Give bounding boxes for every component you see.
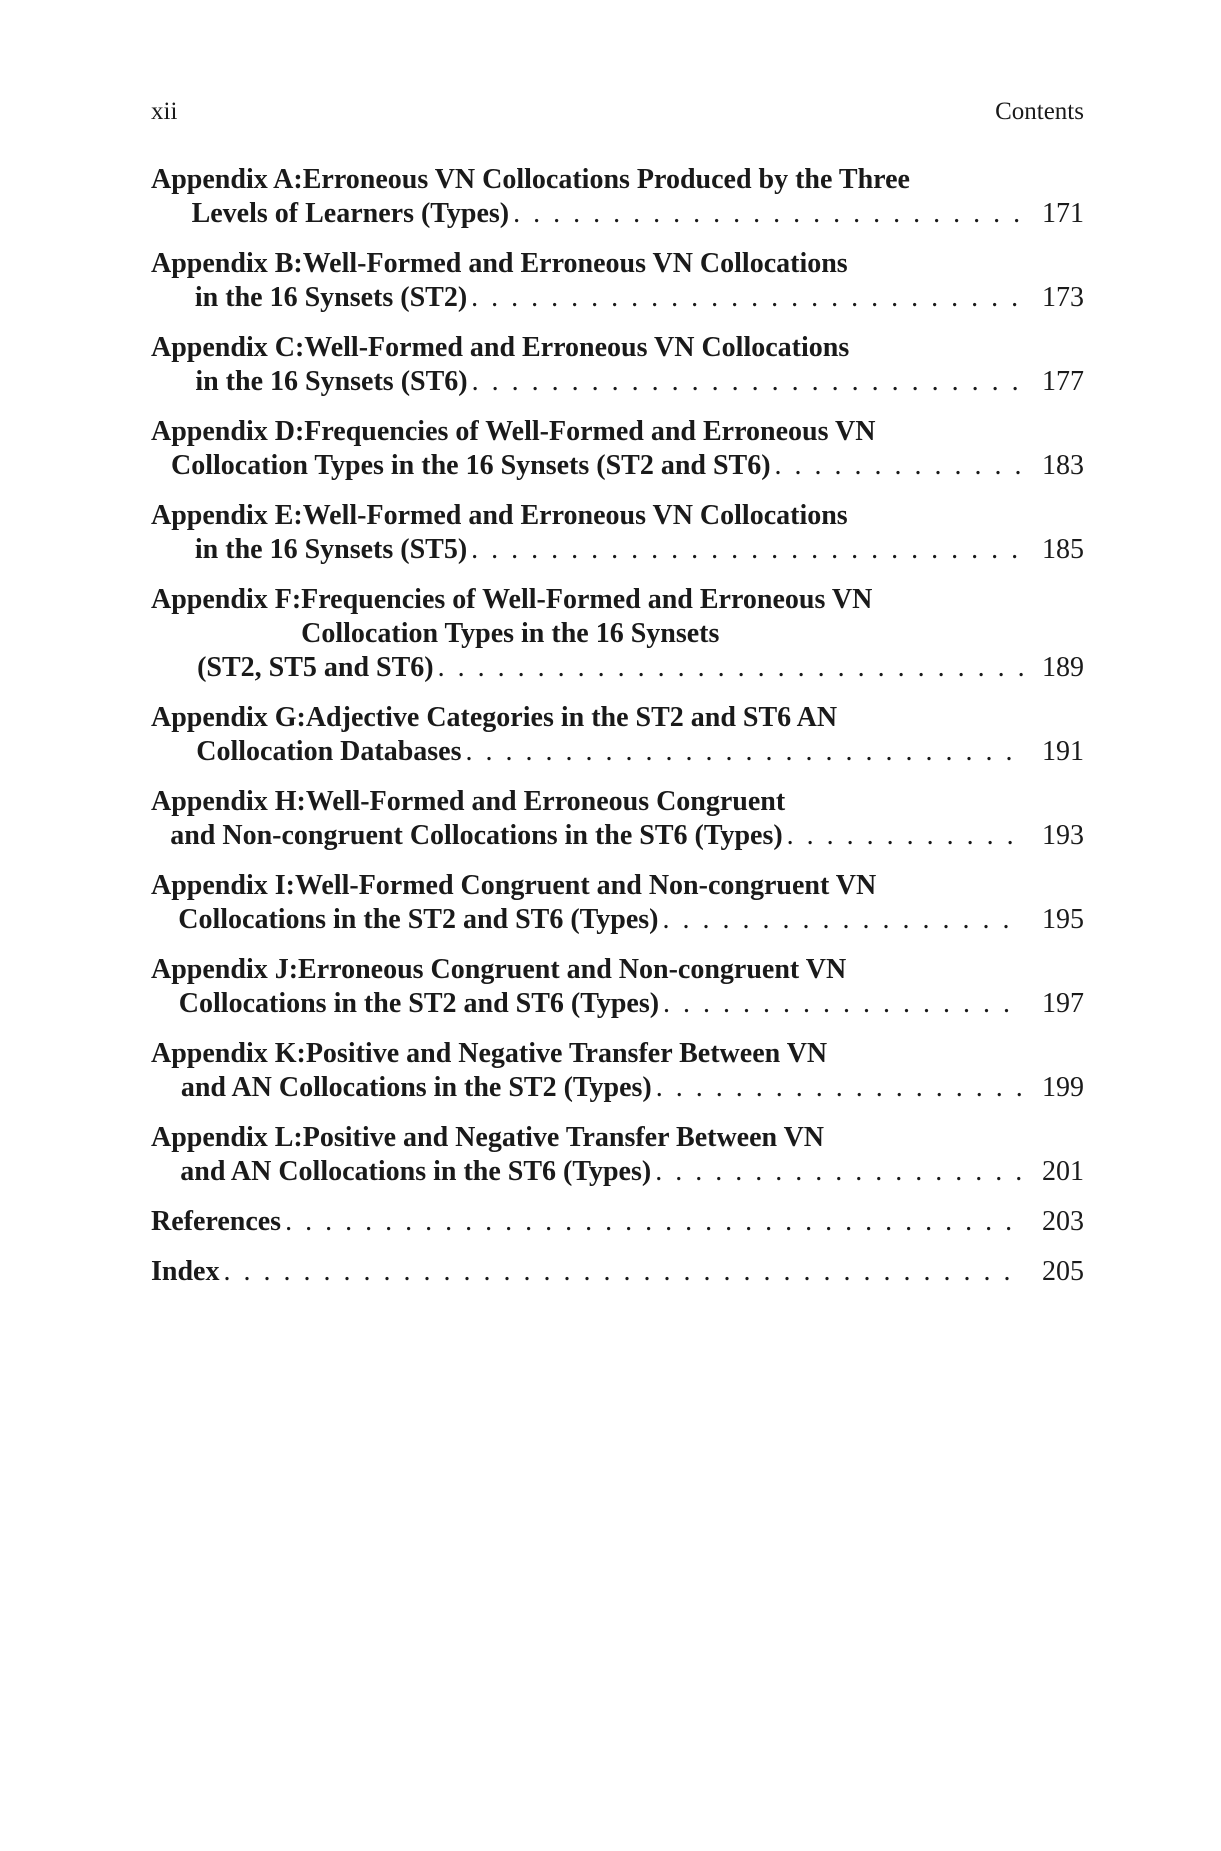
toc-entry-line [151, 163, 1084, 197]
page-number: 197 [1042, 988, 1084, 1019]
toc-entry[interactable] [151, 1121, 1084, 1189]
toc-entry-line [151, 869, 1084, 903]
toc-entry-line [151, 735, 1084, 769]
page-number: 185 [1042, 534, 1084, 565]
toc-entry-line [151, 1155, 1084, 1189]
leader-dots [775, 449, 1024, 483]
entry-title: Adjective Categories in the ST2 and ST6 AN [305, 702, 838, 733]
toc-entry-line [151, 415, 1084, 449]
entry-title: Well-Formed and Erroneous VN Collocations [302, 248, 848, 279]
leader-dots [471, 533, 1024, 567]
entry-title: Well-Formed and Erroneous VN Collocations [302, 500, 848, 531]
page-number: 183 [1042, 450, 1084, 481]
appendix-label: Appendix C: [151, 332, 305, 363]
appendix-label: Appendix H: [151, 786, 306, 817]
appendix-label: Appendix G: [151, 702, 306, 733]
toc-entry-line [151, 499, 1084, 533]
entry-title: References [151, 1206, 282, 1237]
table-of-contents [151, 163, 1084, 1305]
toc-entry[interactable] [151, 1205, 1084, 1239]
toc-entry[interactable] [151, 785, 1084, 853]
toc-entry[interactable] [151, 499, 1084, 567]
entry-title: Frequencies of Well-Formed and Erroneous VN [301, 584, 873, 615]
entry-title: (ST2, ST5 and ST6) [197, 652, 434, 683]
appendix-label: Appendix F: [151, 584, 302, 615]
entry-title: and AN Collocations in the ST2 (Types) [180, 1072, 652, 1103]
toc-entry-line [151, 1205, 1084, 1239]
appendix-label: Appendix D: [151, 416, 305, 447]
toc-entry[interactable] [151, 247, 1084, 315]
entry-title: and AN Collocations in the ST6 (Types) [180, 1156, 652, 1187]
leader-dots [285, 1205, 1024, 1239]
appendix-label: Appendix J: [151, 954, 299, 985]
entry-title: Index [151, 1256, 220, 1287]
toc-entry-line [151, 281, 1084, 315]
leader-dots [655, 1155, 1024, 1189]
appendix-label: Appendix B: [151, 248, 303, 279]
toc-entry[interactable] [151, 415, 1084, 483]
entry-title: Well-Formed and Erroneous Congruent [305, 786, 786, 817]
appendix-label: Appendix I: [151, 870, 295, 901]
leader-dots [663, 987, 1024, 1021]
page-number: 171 [1042, 198, 1084, 229]
leader-dots [513, 197, 1024, 231]
leader-dots [663, 903, 1025, 937]
toc-entry[interactable] [151, 1255, 1084, 1289]
toc-entry-line [151, 819, 1084, 853]
entry-title: and Non-congruent Collocations in the ST6 (Types) [170, 820, 783, 851]
toc-entry-line [151, 1255, 1084, 1289]
entry-title: Positive and Negative Transfer Between VN [302, 1122, 825, 1153]
page-number: 205 [1042, 1256, 1084, 1287]
page-number: 193 [1042, 820, 1084, 851]
toc-entry[interactable] [151, 1037, 1084, 1105]
appendix-label: Appendix K: [151, 1038, 306, 1069]
page-number: 177 [1042, 366, 1084, 397]
leader-dots [438, 651, 1024, 685]
entry-title: in the 16 Synsets (ST5) [194, 534, 468, 565]
appendix-label: Appendix L: [151, 1122, 303, 1153]
toc-entry-line [151, 1121, 1084, 1155]
toc-entry-line [151, 1037, 1084, 1071]
toc-entry-line [151, 1071, 1084, 1105]
toc-entry-line [151, 651, 1084, 685]
toc-entry-line [151, 533, 1084, 567]
page-number: 201 [1042, 1156, 1084, 1187]
leader-dots [466, 735, 1025, 769]
entry-title: Positive and Negative Transfer Between VN [305, 1038, 828, 1069]
entry-title: in the 16 Synsets (ST6) [195, 366, 468, 397]
toc-entry-line [151, 785, 1084, 819]
page-number: 191 [1042, 736, 1084, 767]
toc-entry-line [151, 903, 1084, 937]
entry-title: Collocations in the ST2 and ST6 (Types) [178, 988, 660, 1019]
page-number: 199 [1042, 1072, 1084, 1103]
toc-entry-line [151, 197, 1084, 231]
leader-dots [656, 1071, 1024, 1105]
entry-title: Frequencies of Well-Formed and Erroneous VN [304, 416, 876, 447]
toc-entry-line [151, 449, 1084, 483]
page-label: xii [151, 98, 178, 125]
running-head [151, 97, 1084, 127]
toc-entry-line [151, 987, 1084, 1021]
leader-dots [471, 281, 1024, 315]
leader-dots [223, 1255, 1024, 1289]
toc-entry-line [151, 953, 1084, 987]
entry-title: Levels of Learners (Types) [191, 198, 510, 229]
entry-title: Collocation Types in the 16 Synsets (ST2 and ST6) [171, 450, 771, 481]
toc-entry[interactable] [151, 701, 1084, 769]
toc-entry-line [151, 247, 1084, 281]
toc-entry[interactable] [151, 583, 1084, 685]
toc-entry-line [151, 583, 1084, 617]
toc-entry[interactable] [151, 869, 1084, 937]
leader-dots [472, 365, 1024, 399]
appendix-label: Appendix A: [151, 164, 303, 195]
toc-entry[interactable] [151, 953, 1084, 1021]
toc-entry-line [151, 701, 1084, 735]
page-number: 173 [1042, 282, 1084, 313]
toc-entry-line [151, 617, 1084, 651]
page-number: 189 [1042, 652, 1084, 683]
toc-entry[interactable] [151, 163, 1084, 231]
toc-entry-line [151, 331, 1084, 365]
entry-title: Collocation Databases [196, 736, 462, 767]
entry-title: Well-Formed and Erroneous VN Collocations [304, 332, 850, 363]
entry-title: in the 16 Synsets (ST2) [194, 282, 468, 313]
entry-title: Well-Formed Congruent and Non-congruent VN [294, 870, 877, 901]
section-title: Contents [995, 98, 1084, 125]
entry-title: Erroneous VN Collocations Produced by the Three [302, 164, 910, 195]
entry-title: Erroneous Congruent and Non-congruent VN [298, 954, 847, 985]
page-number: 203 [1042, 1206, 1084, 1237]
appendix-label: Appendix E: [151, 500, 303, 531]
entry-title: Collocation Types in the 16 Synsets [301, 618, 720, 649]
entry-title: Collocations in the ST2 and ST6 (Types) [178, 904, 659, 935]
toc-entry-line [151, 365, 1084, 399]
toc-entry[interactable] [151, 331, 1084, 399]
page-number: 195 [1042, 904, 1084, 935]
leader-dots [787, 819, 1024, 853]
